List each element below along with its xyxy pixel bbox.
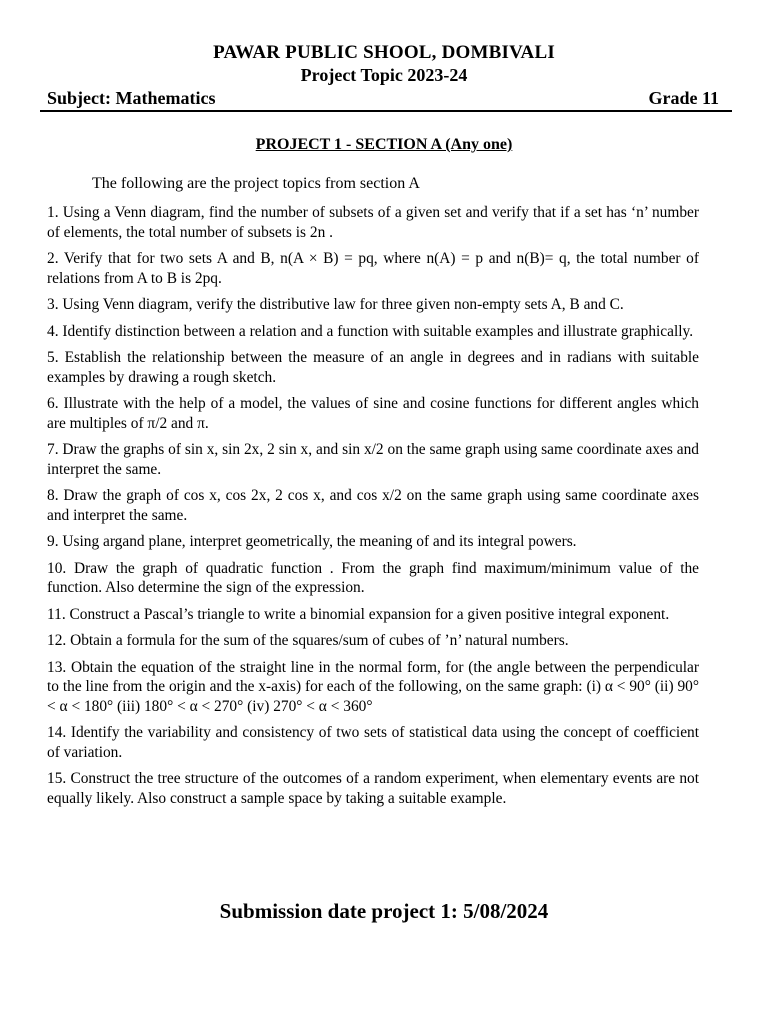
topic-item-7: 7. Draw the graphs of sin x, sin 2x, 2 sin x, and sin x/2 on the same graph using same coordinate axes and interpret the same. [47,441,699,478]
grade-label: Grade 11 [648,88,719,108]
topic-item-14: 14. Identify the variability and consistency of two sets of statistical data using the concept of coefficient of variation. [47,724,699,761]
topic-item-8: 8. Draw the graph of cos x, cos 2x, 2 cos x, and cos x/2 on the same graph using same coordinate axes and interpret the same. [47,487,699,524]
subject-grade-line [47,88,719,109]
project-topic-list [47,203,699,815]
header-divider [40,110,732,112]
topic-item-3: 3. Using Venn diagram, verify the distributive law for three given non-empty sets A, B and C. [47,296,624,313]
submission-date: Submission date project 1: 5/08/2024 [219,899,549,923]
topic-item-13: 13. Obtain the equation of the straight line in the normal form, for (the angle between the perpendicular to the line from the origin and the x-axis) for each of the following, on the same graph: (i) α < 90° (ii) 90° < α < 180° (iii) 180° < α < 270° (iv) 270° < α < 360° [47,658,699,715]
topic-item-15: 15. Construct the tree structure of the outcomes of a random experiment, when elementary events are not equally likely. Also construct a sample space by taking a suitable example. [47,770,699,807]
topic-item-9: 9. Using argand plane, interpret geometrically, the meaning of and its integral powers. [47,533,577,550]
section-intro: The following are the project topics from section A [92,175,420,192]
section-heading: PROJECT 1 - SECTION A (Any one) [255,136,513,153]
topic-item-1: 1. Using a Venn diagram, find the number of subsets of a given set and verify that if a set has ‘n’ number of elements, the total number of subsets is 2n . [47,204,699,241]
subject-label: Subject: Mathematics [47,88,216,108]
project-topic-title: Project Topic 2023-24 [300,65,468,85]
topic-item-10: 10. Draw the graph of quadratic function . From the graph find maximum/minimum value of the function. Also determine the sign of the expression. [47,559,699,596]
topic-item-11: 11. Construct a Pascal’s triangle to write a binomial expansion for a given positive integral exponent. [47,605,670,623]
topic-item-5: 5. Establish the relationship between the measure of an angle in degrees and in radians with suitable examples by drawing a rough sketch. [47,349,699,386]
topic-item-6: 6. Illustrate with the help of a model, the values of sine and cosine functions for different angles which are multiples of π/2 and π. [47,395,699,432]
school-name: PAWAR PUBLIC SHOOL, DOMBIVALI [213,42,555,63]
topic-item-12: 12. Obtain a formula for the sum of the squares/sum of cubes of ’n’ natural numbers. [47,632,569,649]
topic-item-4: 4. Identify distinction between a relation and a function with suitable examples and illustrate graphically. [47,322,694,340]
topic-item-2: 2. Verify that for two sets A and B, n(A × B) = pq, where n(A) = p and n(B)= q, the total number of relations from A to B is 2pq. [47,250,699,287]
